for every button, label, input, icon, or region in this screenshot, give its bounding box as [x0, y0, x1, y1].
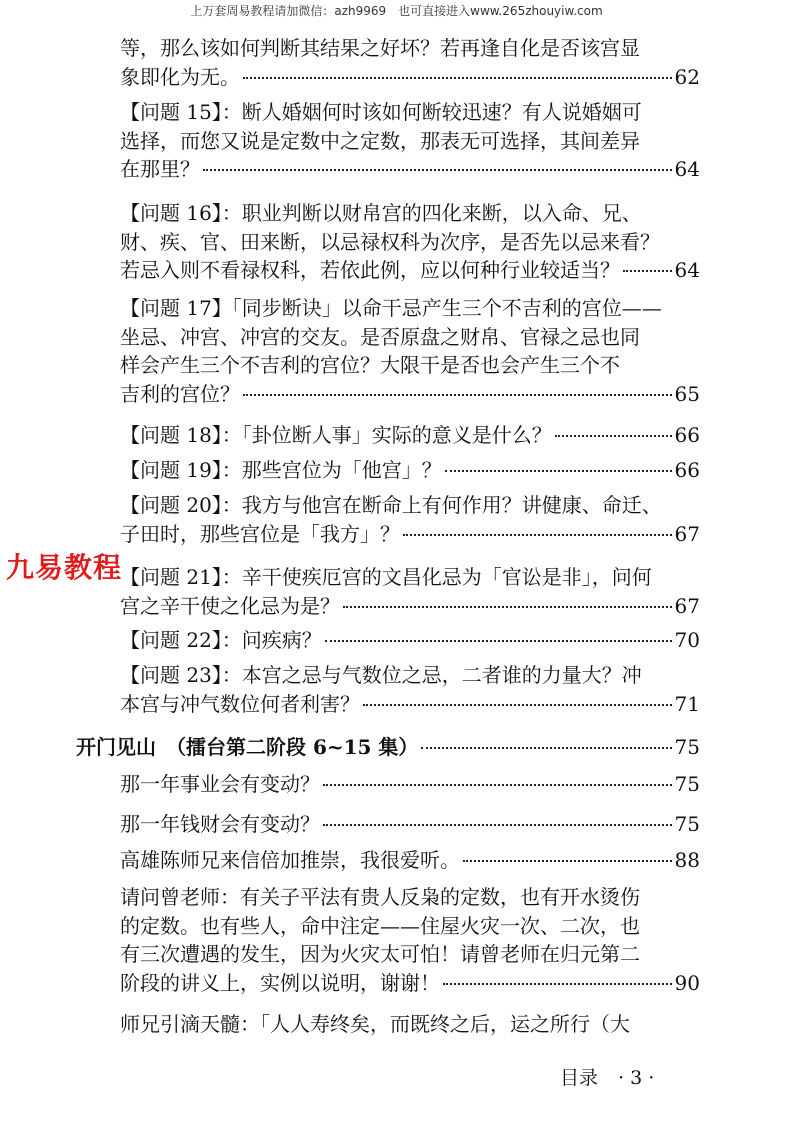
toc-line: [120, 294, 700, 323]
toc-entry: [120, 883, 700, 997]
toc-line-text: 宫之辛干使之化忌为是？: [120, 593, 340, 618]
toc-entry: [120, 563, 700, 620]
toc-line-text: 【问题 21】：辛干使疾厄宫的文昌化忌为「官讼是非」，问何: [120, 565, 652, 589]
toc-line: [120, 351, 700, 380]
dot-leader: [403, 534, 672, 536]
toc-line: [120, 661, 700, 690]
toc-line-text: 坐忌、冲宫、冲宫的交友。是否原盘之财帛、官禄之忌也同: [120, 324, 640, 349]
toc-page-number: 90: [674, 970, 700, 995]
toc-entry: [120, 661, 700, 718]
toc-entry: [120, 491, 700, 548]
toc-line-text: 高雄陈师兄来信倍加推崇，我很爱听。: [120, 848, 460, 872]
page-number: · 3 ·: [618, 1067, 655, 1089]
toc-line: [120, 491, 700, 520]
toc-line-text: 那一年事业会有变动？: [120, 772, 320, 796]
page-footer: [560, 1063, 654, 1090]
toc-entry: [120, 294, 700, 408]
page-header-banner: 上万套周易教程请加微信：azh9969 也可直接进入www.265zhouyiw.com: [190, 4, 603, 18]
toc-line-text: 师兄引滴天髓：「人人寿终矣，而既终之后，运之所行（大: [120, 1012, 630, 1036]
toc-line: [120, 770, 700, 799]
toc-line-text: 【问题 20】：我方与他宫在断命上有何作用？讲健康、命迁、: [120, 493, 662, 517]
toc-line: [120, 127, 700, 156]
toc-line-text: 样会产生三个不吉利的宫位？大限干是否也会产生三个不: [120, 353, 620, 377]
toc-line-text: 选择，而您又说是定数中之定数，那表无可选择，其间差异: [120, 128, 640, 153]
dot-leader: [363, 704, 672, 706]
toc-line: [120, 155, 700, 184]
dot-leader: [323, 824, 672, 826]
toc-line: [120, 690, 700, 719]
toc-line: [120, 969, 700, 998]
toc-page-number: 71: [674, 691, 700, 716]
toc-line: [120, 323, 700, 352]
toc-entry: [120, 421, 700, 450]
toc-line: [120, 912, 700, 941]
dot-leader: [445, 470, 672, 472]
watermark-text: 九易教程: [6, 551, 123, 584]
toc-entry: [120, 456, 700, 485]
toc-line: [120, 520, 700, 549]
toc-page-number: 75: [674, 735, 700, 759]
toc-line: [120, 199, 700, 228]
toc-line-text: 的定数。也有些人，命中注定——住屋火灾一次、二次，也: [120, 913, 640, 938]
toc-page-number: 67: [674, 521, 700, 546]
toc-page-number: 65: [674, 381, 700, 406]
toc-entry: [120, 1010, 700, 1039]
toc-line: [76, 733, 700, 762]
toc-line-text: 若忌入则不看禄权科，若依此例，应以何种行业较适当？: [120, 258, 620, 282]
toc-line: [120, 456, 700, 485]
toc-line-text: 等，那么该如何判断其结果之好坏？若再逢自化是否该宫显: [120, 36, 640, 60]
toc-line: [120, 421, 700, 450]
dot-leader: [463, 860, 672, 862]
toc-page-number: 70: [674, 628, 700, 652]
toc-entry: [120, 810, 700, 839]
toc-line: [120, 98, 700, 127]
toc-page-number: 66: [674, 458, 700, 482]
toc-line-text: 【问题 22】：问疾病？: [120, 628, 322, 652]
toc-line: [120, 228, 700, 257]
toc-entry: [120, 199, 700, 285]
toc-page-number: 75: [674, 772, 700, 796]
toc-line-text: 财、疾、官、田来断，以忌禄权科为次序，是否先以忌来看？: [120, 229, 660, 254]
toc-line: [120, 563, 700, 592]
dot-leader: [343, 606, 672, 608]
dot-leader: [203, 169, 672, 171]
toc-line: [120, 846, 700, 875]
toc-entry: [120, 846, 700, 875]
toc-line-text: 子田时，那些宫位是「我方」？: [120, 521, 400, 546]
toc-entry: [120, 98, 700, 184]
toc-line-text: 有三次遭遇的发生，因为火灾太可怕！请曾老师在归元第二: [120, 942, 640, 966]
toc-line-text: 【问题 23】：本宫之忌与气数位之忌，二者谁的力量大？冲: [120, 663, 642, 687]
toc-line: [120, 256, 700, 285]
toc-page-number: 64: [674, 258, 700, 282]
dot-leader: [421, 747, 671, 749]
dot-leader: [243, 394, 672, 396]
toc-line-text: 那一年钱财会有变动？: [120, 812, 320, 836]
toc-line: [120, 1010, 700, 1039]
toc-line-text: 在那里？: [120, 157, 200, 181]
toc-line-text: 【问题 17】「同步断诀」以命干忌产生三个不吉利的宫位——: [120, 296, 662, 320]
toc-line: [120, 34, 700, 63]
toc-line-text: 请问曾老师：有关子平法有贵人反枭的定数，也有开水烫伤: [120, 885, 640, 909]
toc-line-text: 本宫与冲气数位何者利害？: [120, 691, 360, 716]
toc-page-number: 64: [674, 157, 700, 181]
toc-line-text: 【问题 19】：那些宫位为「他宫」？: [120, 458, 442, 482]
toc-page-number: 75: [674, 812, 700, 836]
footer-label: 目录: [560, 1067, 599, 1089]
toc-line: [120, 63, 700, 92]
toc-line: [120, 883, 700, 912]
dot-leader: [623, 270, 672, 272]
toc-entry: [120, 34, 700, 91]
toc-line-text: 【问题 18】：「卦位断人事」实际的意义是什么？: [120, 423, 552, 447]
dot-leader: [555, 435, 672, 437]
toc-line: [120, 626, 700, 655]
toc-entry: [120, 626, 700, 655]
dot-leader: [323, 784, 672, 786]
dot-leader: [443, 983, 672, 985]
toc-page-number: 62: [674, 64, 700, 89]
toc-entry: [120, 770, 700, 799]
dot-leader: [325, 640, 672, 642]
toc-line-text: 吉利的宫位？: [120, 381, 240, 406]
toc-line: [120, 940, 700, 969]
dot-leader: [243, 77, 672, 79]
toc-line: [120, 380, 700, 409]
toc-page-number: 88: [674, 848, 700, 872]
toc-line-text: 阶段的讲义上，实例以说明，谢谢！: [120, 970, 440, 995]
toc-line-text: 象即化为无。: [120, 64, 240, 89]
toc-page-number: 66: [674, 423, 700, 447]
toc-line: [120, 810, 700, 839]
toc-line-text: 【问题 16】：职业判断以财帛宫的四化来断，以入命、兄、: [120, 201, 642, 225]
toc-page-number: 67: [674, 593, 700, 618]
toc-line-text: 开门见山 （擂台第二阶段 6~15 集）: [76, 735, 419, 759]
toc-line: [120, 592, 700, 621]
toc-line-text: 【问题 15】：断人婚姻何时该如何断较迅速？有人说婚姻可: [120, 100, 642, 124]
toc-section-heading: [76, 733, 700, 762]
